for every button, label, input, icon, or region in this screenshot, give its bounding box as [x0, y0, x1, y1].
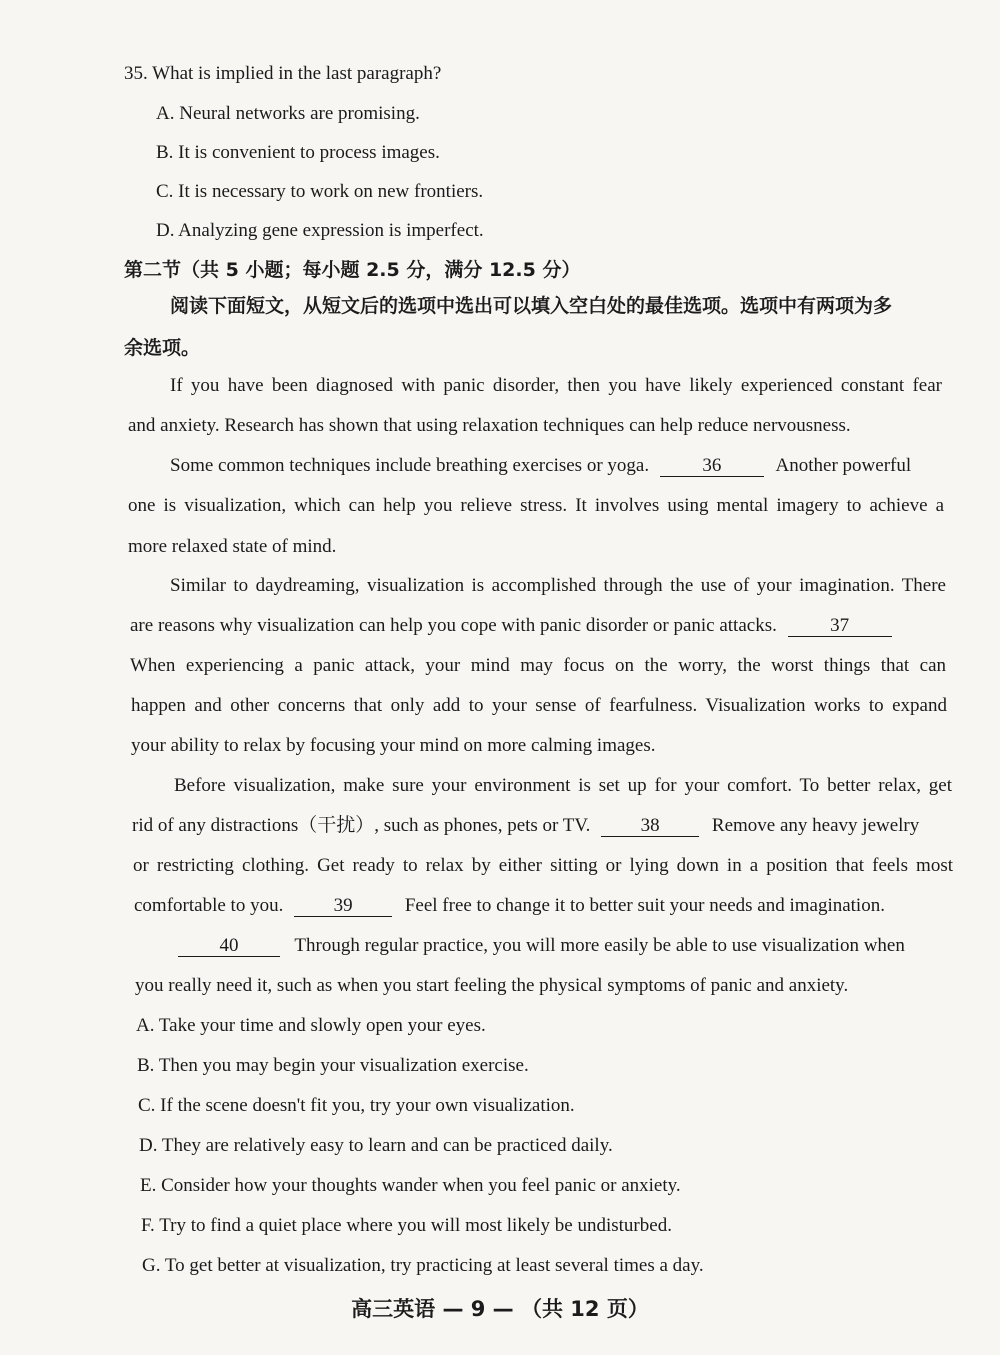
passage-p3-line3: When experiencing a panic attack, your mind may focus on the worry, the worst things that can: [130, 655, 946, 676]
q35-option-a: A. Neural networks are promising.: [156, 103, 420, 124]
passage-p4-line2a: rid of any distractions（干扰）, such as phones, pets or TV.: [132, 815, 591, 836]
passage-p4-line3: or restricting clothing. Get ready to relax by either sitting or lying down in a position that feels most: [133, 855, 953, 876]
section-instruction-2: 余选项。: [124, 337, 201, 359]
passage-p4-line2: [132, 814, 919, 838]
passage-p2-line1: [170, 454, 911, 478]
page-footer: 高三英语 — 9 — （共 12 页）: [351, 1297, 649, 1321]
passage-p2-line1b: Another powerful: [775, 455, 912, 476]
passage-p2-line1a: Some common techniques include breathing exercises or yoga.: [170, 455, 650, 476]
choice-e: E. Consider how your thoughts wander when you feel panic or anxiety.: [140, 1175, 681, 1196]
blank-37: 37: [788, 616, 892, 637]
q35-option-b: B. It is convenient to process images.: [156, 142, 440, 163]
passage-p4-line1: Before visualization, make sure your environment is set up for your comfort. To better relax, get: [174, 775, 952, 796]
choice-f: F. Try to find a quiet place where you will most likely be undisturbed.: [141, 1215, 672, 1236]
choice-g: G. To get better at visualization, try practicing at least several times a day.: [142, 1255, 704, 1276]
blank-36: 36: [660, 456, 764, 477]
choice-a: A. Take your time and slowly open your eyes.: [136, 1015, 486, 1036]
choice-d: D. They are relatively easy to learn and can be practiced daily.: [139, 1135, 613, 1156]
passage-p3-line4: happen and other concerns that only add to your sense of fearfulness. Visualization works to expand: [131, 695, 947, 716]
blank-39: 39: [294, 896, 392, 917]
q35-option-c: C. It is necessary to work on new frontiers.: [156, 181, 484, 202]
passage-p1-line2: and anxiety. Research has shown that using relaxation techniques can help reduce nervousness.: [128, 415, 851, 436]
blank-40: 40: [178, 936, 280, 957]
passage-p2-line3: more relaxed state of mind.: [128, 536, 337, 557]
section-instruction-1: 阅读下面短文，从短文后的选项中选出可以填入空白处的最佳选项。选项中有两项为多: [170, 295, 893, 317]
section-heading: 第二节（共 5 小题；每小题 2.5 分，满分 12.5 分）: [124, 259, 581, 281]
passage-p3-line2a: are reasons why visualization can help you cope with panic disorder or panic attacks.: [130, 615, 777, 636]
passage-p3-line1: Similar to daydreaming, visualization is accomplished through the use of your imagination. There: [170, 575, 946, 596]
passage-p4-line4: [134, 894, 885, 918]
blank-38: 38: [601, 816, 699, 837]
passage-p1-line1: If you have been diagnosed with panic disorder, then you have likely experienced constant fear: [170, 375, 942, 396]
passage-p5-line1b: Through regular practice, you will more easily be able to use visualization when: [294, 935, 905, 956]
passage-p4-line2b: Remove any heavy jewelry: [711, 815, 920, 836]
passage-p5-line1: [178, 934, 905, 958]
passage-p3-line5: your ability to relax by focusing your mind on more calming images.: [131, 735, 656, 756]
passage-p5-line2: you really need it, such as when you start feeling the physical symptoms of panic and anxiety.: [135, 975, 849, 996]
q35-option-d: D. Analyzing gene expression is imperfect.: [156, 220, 484, 241]
passage-p4-line4b: Feel free to change it to better suit your needs and imagination.: [404, 895, 885, 916]
q35-stem: 35. What is implied in the last paragraph?: [124, 63, 442, 84]
choice-c: C. If the scene doesn't fit you, try your own visualization.: [138, 1095, 575, 1116]
passage-p3-line2: [130, 614, 892, 638]
passage-p2-line2: one is visualization, which can help you relieve stress. It involves using mental imagery to achieve a: [128, 495, 944, 516]
choice-b: B. Then you may begin your visualization exercise.: [137, 1055, 529, 1076]
passage-p4-line4a: comfortable to you.: [134, 895, 284, 916]
